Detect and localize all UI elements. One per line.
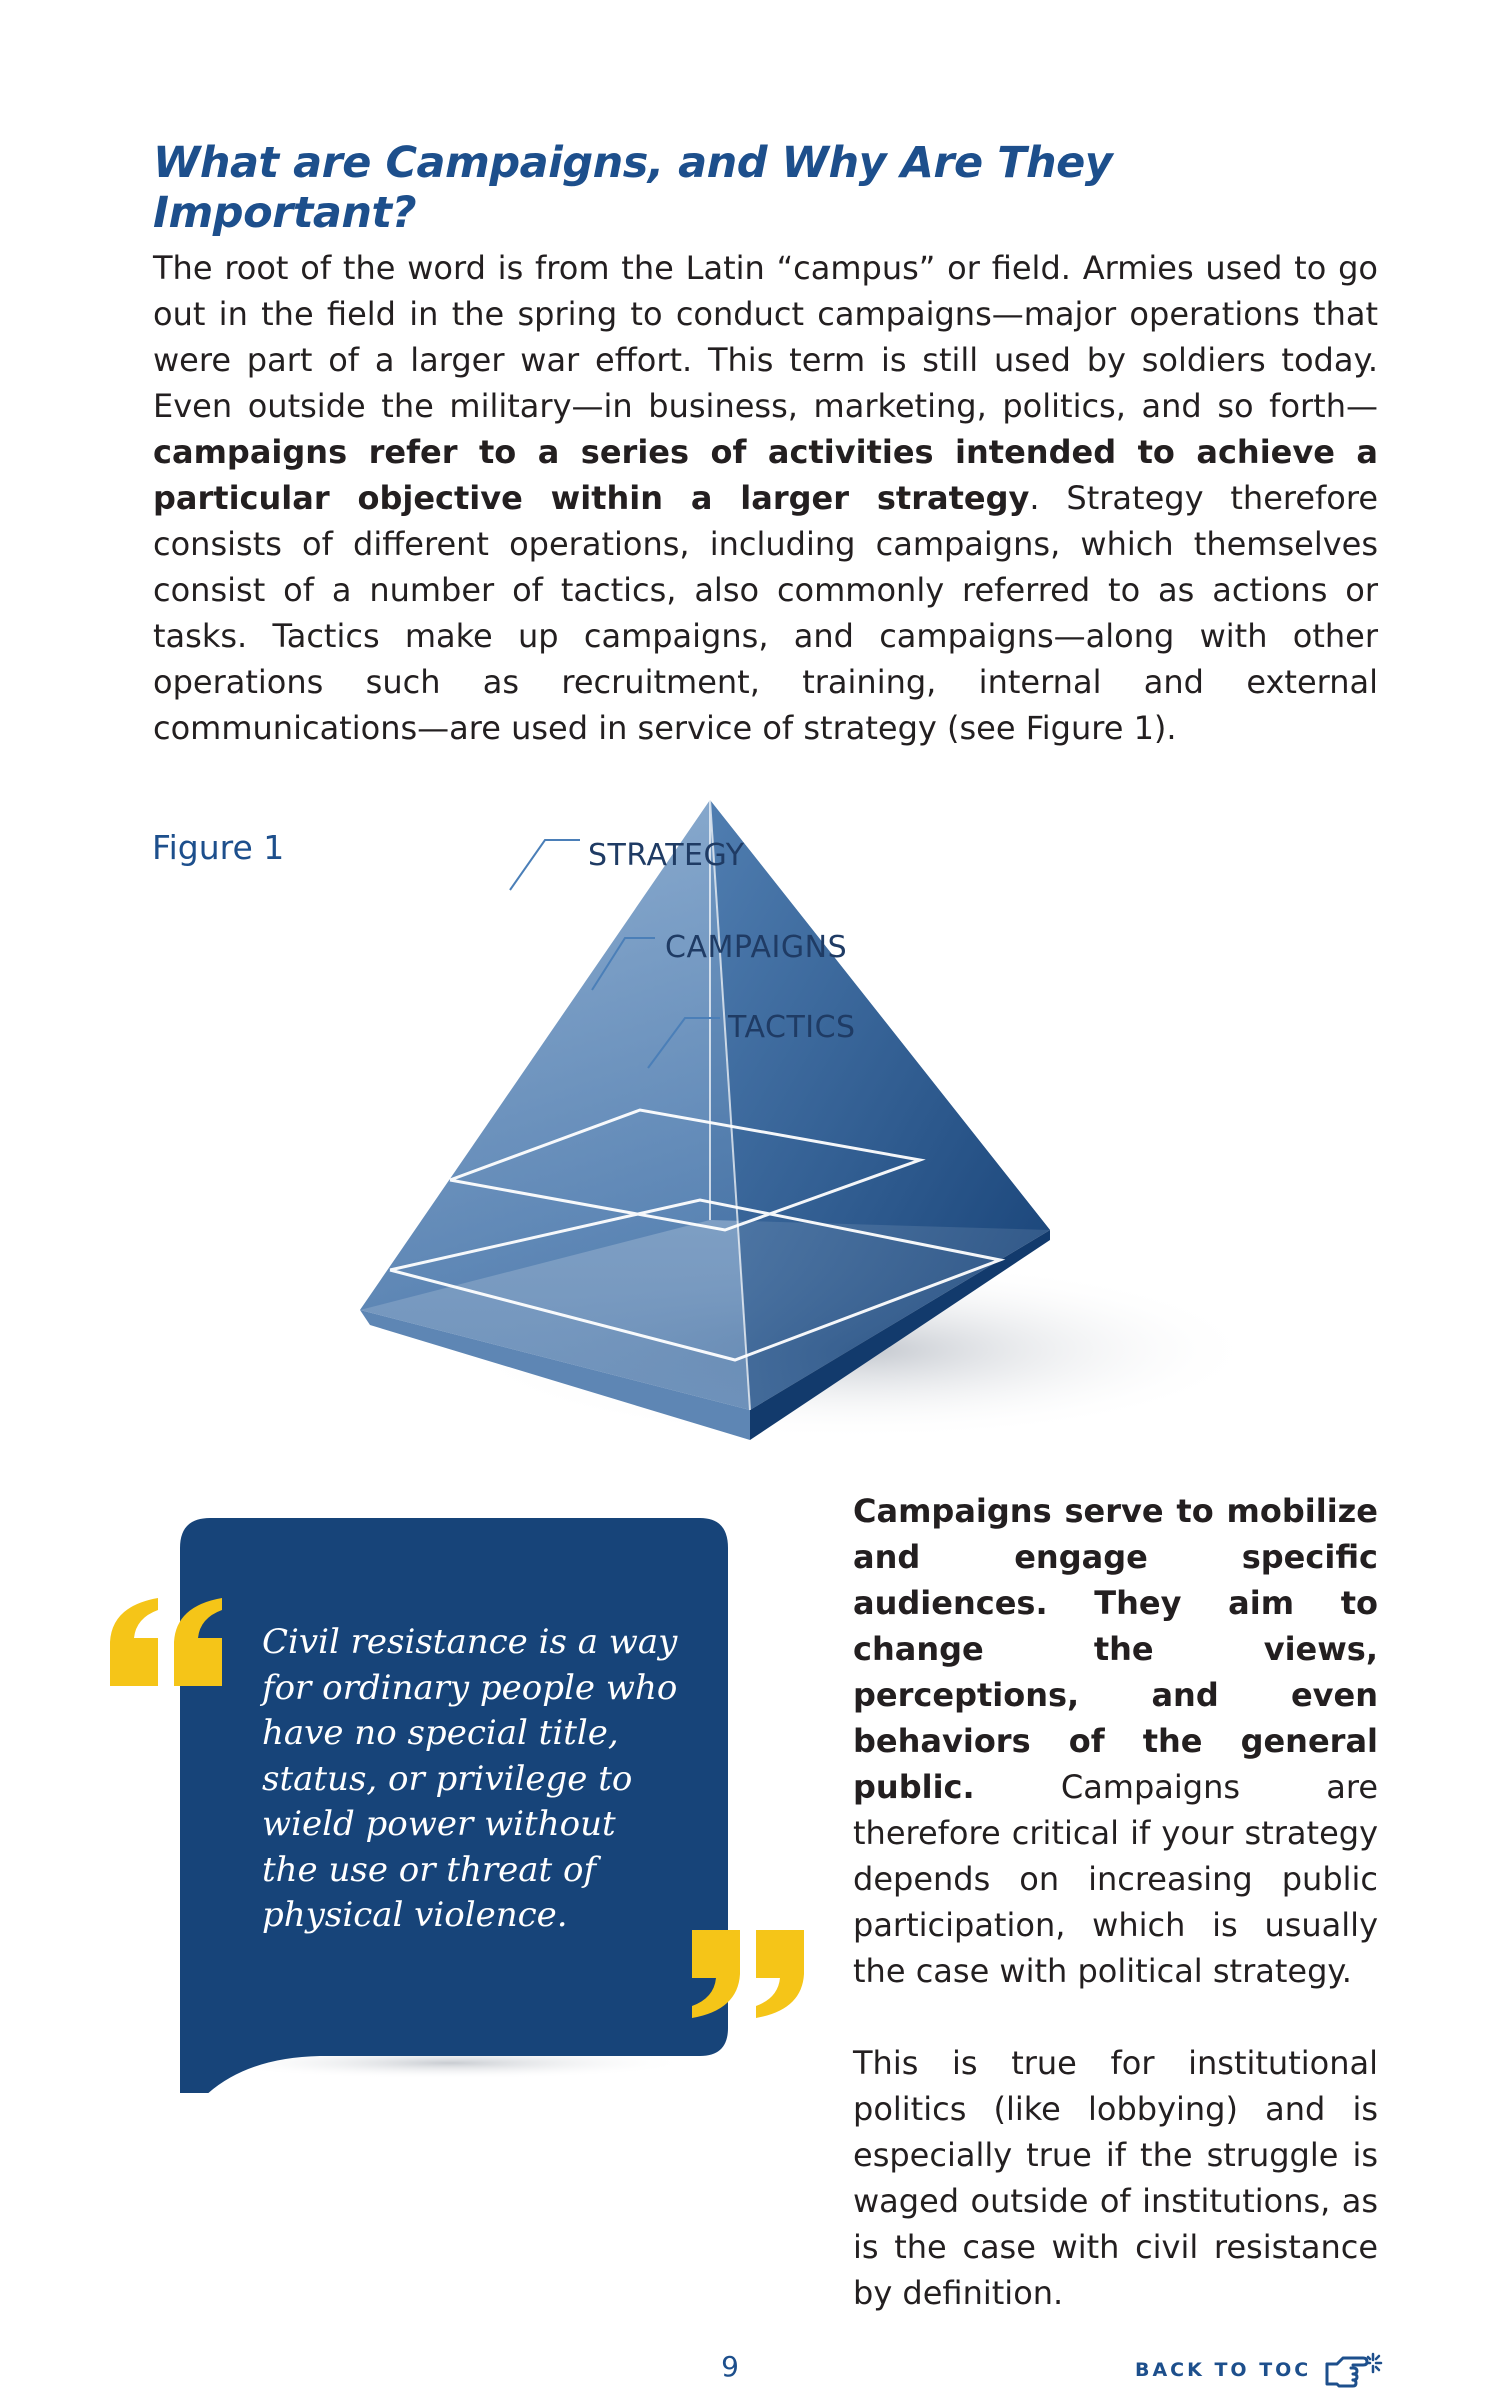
pyramid-front-left-face <box>360 800 750 1410</box>
pyramid-label-tactics: TACTICS <box>728 1010 856 1045</box>
right-paragraph-1 <box>853 1488 1378 1994</box>
pull-quote-text: Civil resistance is a way for ordinary people who have no special title, status, or privilege to wield power without the use or threat of physical violence. <box>262 1622 678 1935</box>
right-paragraph-1-rest: Campaigns are therefore critical if your strategy depends on increasing public participation, which is usually the case with political strategy. <box>853 1768 1378 1990</box>
intro-text-1: The root of the word is from the Latin “campus” or field. Armies used to go out in the field in the spring to conduct campaigns—major operations that were part of a larger war effort. This term is still used by soldiers today. Even outside the military—in business, marketing, politics, and so forth— <box>153 249 1378 425</box>
page-title: What are Campaigns, and Why Are They Important? <box>153 138 1113 238</box>
right-paragraph-2: This is true for institutional politics (like lobbying) and is especially true if the struggle is waged outside of institutions, as is the case with civil resistance by definition. <box>853 2044 1378 2312</box>
pyramid-label-strategy: STRATEGY <box>588 838 745 873</box>
pointing-hand-icon <box>1323 2350 1383 2390</box>
right-paragraph-1-bold: Campaigns serve to mobilize and engage specific audiences. They aim to change the views, perceptions, and even behaviors of the general public. <box>853 1492 1378 1806</box>
back-to-toc-label: BACK TO TOC <box>1135 2359 1312 2381</box>
intro-text-2: . Strategy therefore consists of different operations, including campaigns, which themselves consist of a number of tactics, also commonly referred to as actions or tasks. Tactics make up campaigns, and campaigns—along with other operations such as recruitment, training, internal and external communications—are used in service of strategy (see Figure 1). <box>153 479 1379 747</box>
open-quote-icon <box>108 1598 226 1688</box>
intro-bold-text: campaigns refer to a series of activities intended to achieve a particular objective within a larger strategy <box>153 433 1378 517</box>
pyramid-diagram <box>330 790 1330 1480</box>
page-number: 9 <box>721 2350 739 2383</box>
right-column <box>853 1488 1378 2362</box>
figure-label: Figure 1 <box>152 828 285 867</box>
intro-paragraph <box>153 245 1378 751</box>
pyramid-label-campaigns: CAMPAIGNS <box>665 930 848 965</box>
close-quote-icon <box>688 1928 806 2018</box>
back-to-toc-link[interactable] <box>1135 2350 1383 2390</box>
strategy-leader-line <box>510 840 580 890</box>
